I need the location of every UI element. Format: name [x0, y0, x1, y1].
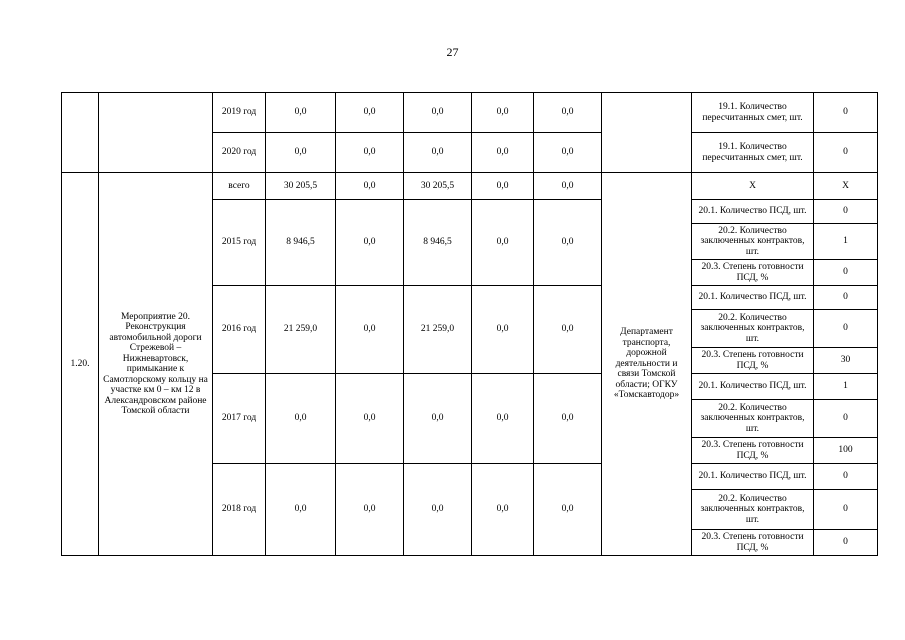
empty-number-cell — [62, 93, 99, 173]
value-cell: 0,0 — [336, 200, 404, 286]
indicator-value-cell: 1 — [814, 374, 878, 400]
year-cell: 2016 год — [213, 286, 266, 374]
year-cell: 2015 год — [213, 200, 266, 286]
value-cell: 0,0 — [404, 374, 472, 464]
value-cell: 0,0 — [336, 133, 404, 173]
indicator-cell: 20.1. Количество ПСД, шт. — [692, 374, 814, 400]
value-cell: 0,0 — [404, 133, 472, 173]
indicator-value-cell: 0 — [814, 133, 878, 173]
value-cell: 8 946,5 — [404, 200, 472, 286]
indicator-cell: 20.3. Степень готовности ПСД, % — [692, 348, 814, 374]
value-cell: 0,0 — [266, 133, 336, 173]
table-row — [62, 93, 878, 133]
value-cell: 0,0 — [266, 464, 336, 556]
indicator-cell: 20.3. Степень готовности ПСД, % — [692, 530, 814, 556]
indicator-value-cell: 100 — [814, 438, 878, 464]
indicator-value-cell: 0 — [814, 93, 878, 133]
value-cell: 0,0 — [266, 93, 336, 133]
indicator-cell: 20.1. Количество ПСД, шт. — [692, 464, 814, 490]
page-number: 27 — [446, 45, 459, 59]
indicator-value-cell: Х — [814, 173, 878, 200]
value-cell: 0,0 — [336, 93, 404, 133]
value-cell: 0,0 — [472, 286, 534, 374]
indicator-value-cell: 0 — [814, 490, 878, 530]
indicator-value-cell: 0 — [814, 200, 878, 224]
measure-executor: Департамент транспорта, дорожной деятельности и связи Томской области; ОГКУ «Томскавтодор» — [602, 173, 692, 556]
value-cell: 0,0 — [472, 464, 534, 556]
value-cell: 0,0 — [336, 286, 404, 374]
value-cell: 21 259,0 — [404, 286, 472, 374]
value-cell: 0,0 — [534, 286, 602, 374]
empty-name-cell — [99, 93, 213, 173]
year-cell: 2017 год — [213, 374, 266, 464]
value-cell: 0,0 — [534, 374, 602, 464]
measure-number: 1.20. — [62, 173, 99, 556]
indicator-value-cell: 1 — [814, 224, 878, 260]
value-cell: 30 205,5 — [266, 173, 336, 200]
value-cell: 0,0 — [472, 200, 534, 286]
value-cell: 21 259,0 — [266, 286, 336, 374]
value-cell: 0,0 — [472, 173, 534, 200]
indicator-value-cell: 0 — [814, 260, 878, 286]
indicator-cell: 20.1. Количество ПСД, шт. — [692, 286, 814, 310]
indicator-cell: 19.1. Количество пересчитанных смет, шт. — [692, 93, 814, 133]
year-cell: всего — [213, 173, 266, 200]
value-cell: 0,0 — [472, 133, 534, 173]
indicator-cell: 20.2. Количество заключенных контрактов, шт. — [692, 310, 814, 348]
indicator-value-cell: 0 — [814, 400, 878, 438]
value-cell: 0,0 — [472, 374, 534, 464]
value-cell: 30 205,5 — [404, 173, 472, 200]
year-cell: 2018 год — [213, 464, 266, 556]
value-cell: 0,0 — [534, 93, 602, 133]
indicator-cell: 20.1. Количество ПСД, шт. — [692, 200, 814, 224]
table-row — [62, 173, 878, 200]
measure-name: Мероприятие 20. Реконструкция автомобильной дороги Стрежевой – Нижневартовск, примыкание к Самотлорскому кольцу на участке км 0 – км 12 в Александровском районе Томской области — [99, 173, 213, 556]
indicator-cell: Х — [692, 173, 814, 200]
value-cell: 0,0 — [534, 133, 602, 173]
value-cell: 0,0 — [336, 464, 404, 556]
indicator-cell: 19.1. Количество пересчитанных смет, шт. — [692, 133, 814, 173]
value-cell: 0,0 — [404, 93, 472, 133]
value-cell: 8 946,5 — [266, 200, 336, 286]
value-cell: 0,0 — [534, 200, 602, 286]
value-cell: 0,0 — [534, 173, 602, 200]
value-cell: 0,0 — [336, 173, 404, 200]
indicator-value-cell: 0 — [814, 530, 878, 556]
value-cell: 0,0 — [336, 374, 404, 464]
year-cell: 2019 год — [213, 93, 266, 133]
value-cell: 0,0 — [472, 93, 534, 133]
value-cell: 0,0 — [266, 374, 336, 464]
indicator-cell: 20.2. Количество заключенных контрактов, шт. — [692, 490, 814, 530]
indicator-value-cell: 30 — [814, 348, 878, 374]
indicator-value-cell: 0 — [814, 286, 878, 310]
indicator-cell: 20.2. Количество заключенных контрактов, шт. — [692, 400, 814, 438]
program-table — [61, 92, 878, 556]
indicator-value-cell: 0 — [814, 310, 878, 348]
indicator-cell: 20.2. Количество заключенных контрактов, шт. — [692, 224, 814, 260]
indicator-cell: 20.3. Степень готовности ПСД, % — [692, 438, 814, 464]
empty-executor-cell — [602, 93, 692, 173]
value-cell: 0,0 — [404, 464, 472, 556]
year-cell: 2020 год — [213, 133, 266, 173]
value-cell: 0,0 — [534, 464, 602, 556]
indicator-value-cell: 0 — [814, 464, 878, 490]
indicator-cell: 20.3. Степень готовности ПСД, % — [692, 260, 814, 286]
